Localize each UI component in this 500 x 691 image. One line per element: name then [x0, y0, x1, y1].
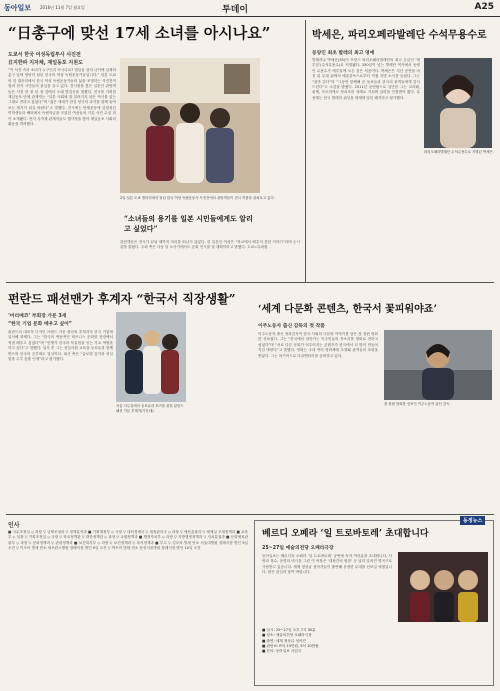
personnel-body: ■ 국무조정실 ◇ 과장 ▽ 규제조정과 ▽ 정책분석과 ■ 기획재정부 ◇ 국장 ▽ 대외경제국 ▽ 재정관리국 ◇ 과장 ▽ 예산총괄과 ▽ 세제실 조세정책과 ■ 교육부 ◇ 실장 ▽ 기획조정실 ◇ 국장 ▽ 학교정책관 ▽ 대학정책관 ◇ 과장 ▽ 교원정책과 ■ 행정자치부 ◇ 과장 ▽ 지방행정정책과 ▽ 자치분권과 ■ 문화체육관광부 ◇ 과장 ▽ 문화정책과 ▽ 관광정책과 ■ 보건복지부 ◇ 과장 ▽ 보건정책과 ▽ 복지정책과 ■ 부고 ▽ 김모씨 별세 빈소 서울대병원 장례식장 발인 9일 오전 ▽ 이모씨 별세 빈소 세브란스병원 장례식장 발인 9일 오전 ▽ 박모씨 별세 빈소 삼성서울병원 장례식장 발인 10일 오전 [8, 530, 248, 551]
event-photo [398, 552, 488, 622]
event-body: 동아일보는 베르디의 오페라 ‘일 트로바토레’ 공연에 독자 여러분을 초대합니다. 사랑과 복수, 운명의 비극을 그린 이 작품은 ‘대장간의 합창’ 등 널리 알려진 명곡으로 사랑받고 있습니다. 세계 정상급 성악가들이 출연해 웅장한 무대를 선보일 예정입니다. 많은 관심과 참여 바랍니다. [262, 554, 392, 575]
story2-subhead: 동양인 최초 발레의 최고 영예 [312, 51, 375, 56]
event-info-line: ■ 문의: 동아일보 사업국 [262, 649, 302, 654]
page-number: A25 [474, 2, 494, 12]
section-title: 투데이 [222, 5, 249, 15]
event-info-line: ■ 장소: 예술의전당 오페라극장 [262, 633, 312, 638]
story1-body-2: 관람객들은 전시가 끝날 때까지 자리를 떠나지 않았다. 한 일본인 여성은 “학교에서 배우지 못한 이야기”라며 눈시울을 붉혔다. 주최 측은 다음 달 오사카에서도 순회 전시를 열 계획이라고 밝혔다. 도쿄=특파원 [120, 240, 300, 250]
story4-body: 이주노동자 출신 영화감독이 한국 사회의 다문화 이야기를 담은 첫 장편 영화를 선보였다. 그는 “한국에서 살아가는 이주민들의 목소리를 영화로 전하고 싶었다”며 “서로 다른 문화가 어우러지는 콘텐츠가 한국에서 더 많이 만들어지길 바란다”고 말했다. 영화는 국내 여러 영화제에 초청돼 관객들의 호평을 받았다. 그는 차기작으로 다큐멘터리를 준비하고 있다. [258, 332, 378, 358]
event-tag: 동정뉴스 [460, 516, 485, 525]
story3-subhead-1: ‘마리메코’ 부회장 가문 3세 [8, 314, 67, 319]
story1-caption: 2일 일본 도쿄 갤러리에서 열린 한국 여성 독립운동가 사진전에서 관람객들이 전시 작품을 살펴보고 있다. [120, 196, 275, 200]
story3-subhead-2: “한국 기업 문화 배우고 싶어” [8, 322, 72, 327]
story1-body: “이 사진 속의 소녀가 누구인지 아시나요? 열일곱 살의 나이에 일제의 총구 앞에 당당히 섰던 한국의 여성 독립운동가들입니다.” 일본 도쿄의 한 갤러리에서 한국 여성 독립운동가들의 삶을 조명하는 사진전이 열려 현지 시민들의 관심을 끌고 있다. 전시장을 찾은 일본인 관람객들은 사진 한 장 한 장 앞에서 오래 발걸음을 멈췄다. 전시를 기획한 재일동포 단체 관계자는 “일본 사회에 잘 알려지지 않은 역사를 있는 그대로 전하고 싶었다”며 “젊은 세대가 한일 양국의 과거를 함께 돌아보는 계기가 되길 바란다”고 말했다. 전시에는 만세운동에 앞장섰던 여학생들과 해외에서 독립자금을 모았던 여성들의 기록 사진 수십 점이 소개됐다. 현지 지자체 관계자들도 행사장을 찾아 재일동포 사회의 활동을 격려했다. [8, 68, 116, 127]
event-subhead: 25~27일 예술의전당 오페라극장 [262, 546, 334, 551]
section-divider [6, 282, 494, 283]
story3-body: 핀란드의 대표적 디자인 브랜드 가문 출신의 후계자가 한국 기업에 입사해 화제다. 그는 “한국의 역동적인 비즈니스 문화를 현장에서 직접 배우고 싶었다”며 “언젠가 한국과 북유럽을 잇는 가교 역할을 하고 싶다”고 말했다. 입사 후 그는 신입사원 교육을 동료들과 함께 받으며 한국어 공부에도 열심이다. 회사 측은 “글로벌 감각과 성실함을 두루 갖춘 인재”라고 평가했다. [8, 330, 113, 362]
story3-photo [116, 312, 186, 402]
story3-caption: 서울 사무실에서 동료들과 포즈를 취한 핀란드 패션 가문 후계자(가운데). [116, 404, 184, 413]
personnel-label: 인사 [8, 522, 20, 529]
story2-body: 발레리나 박세은(35)이 프랑스 파리오페라발레단의 최고 등급인 ‘에투알’(수석무용수)로 지명됐다. 350년이 넘는 발레단 역사에서 동양인 무용수가 에투알에 오른 것은 처음이다. 박세은은 지난 공연을 마친 뒤 무대 위에서 예술감독으로부터 직접 지명 소식을 들었다. 그는 “꿈만 같다”며 “그동안 함께해 준 동료들과 한국의 관객들에게 감사드린다”고 소감을 밝혔다. 2011년 준단원으로 입단한 그는 코리페, 쉬제, 프르미에르 당쇠르를 차례로 거치며 실력을 인정받아 왔다. 무용계는 한국 발레의 위상을 세계에 알린 쾌거라고 평가했다. [312, 58, 420, 100]
column-divider [305, 20, 306, 282]
story1-photo [120, 58, 260, 193]
story4-photo [384, 330, 492, 400]
story4-headline: ‘세계 다문화 콘텐츠, 한국서 꽃피워야죠’ [258, 304, 437, 315]
story2-caption: 파리오페라발레단 수석무용수로 지명된 박세은. [424, 150, 494, 154]
story4-caption: 첫 장편 영화를 선보인 이주노동자 출신 감독. [384, 402, 451, 406]
event-headline: 베르디 오페라 ‘일 트로바토레’ 초대합니다 [262, 529, 429, 539]
story1-subhead-2: 日지한파 지자체, 재일동포 지원도 [8, 60, 83, 66]
story1-quote: “소녀들의 용기를 일본 시민들에게도 알리고 싶었다” [124, 214, 253, 233]
story2-headline: 박세은, 파리오페라발레단 수석무용수로 [312, 30, 487, 41]
event-info-line: ■ 관람료: R석 15만원, S석 10만원 [262, 643, 319, 648]
story3-headline: 펀란드 패션맨가 후계자 “한국서 직장생활” [8, 292, 236, 306]
story4-subhead: 이주노동자 출신 감독의 첫 작품 [258, 324, 325, 329]
event-info-list [262, 628, 488, 654]
bottom-divider [6, 514, 494, 515]
event-info-line: ■ 출연: 세계 정상급 성악진 [262, 638, 306, 643]
story2-photo [424, 58, 492, 148]
issue-date: 2016년 11월 7일 월요일 [40, 5, 85, 10]
event-info-line: ■ 일시: 25~27일 오후 7시 30분 [262, 628, 316, 632]
masthead [0, 0, 500, 17]
story1-headline: “日총구에 맞선 17세 소녀를 아시나요” [8, 24, 271, 42]
story1-subhead-1: 도쿄서 한국 여성독립투사 사진전 [8, 52, 81, 58]
newspaper-logo: 동아일보 [4, 4, 32, 12]
